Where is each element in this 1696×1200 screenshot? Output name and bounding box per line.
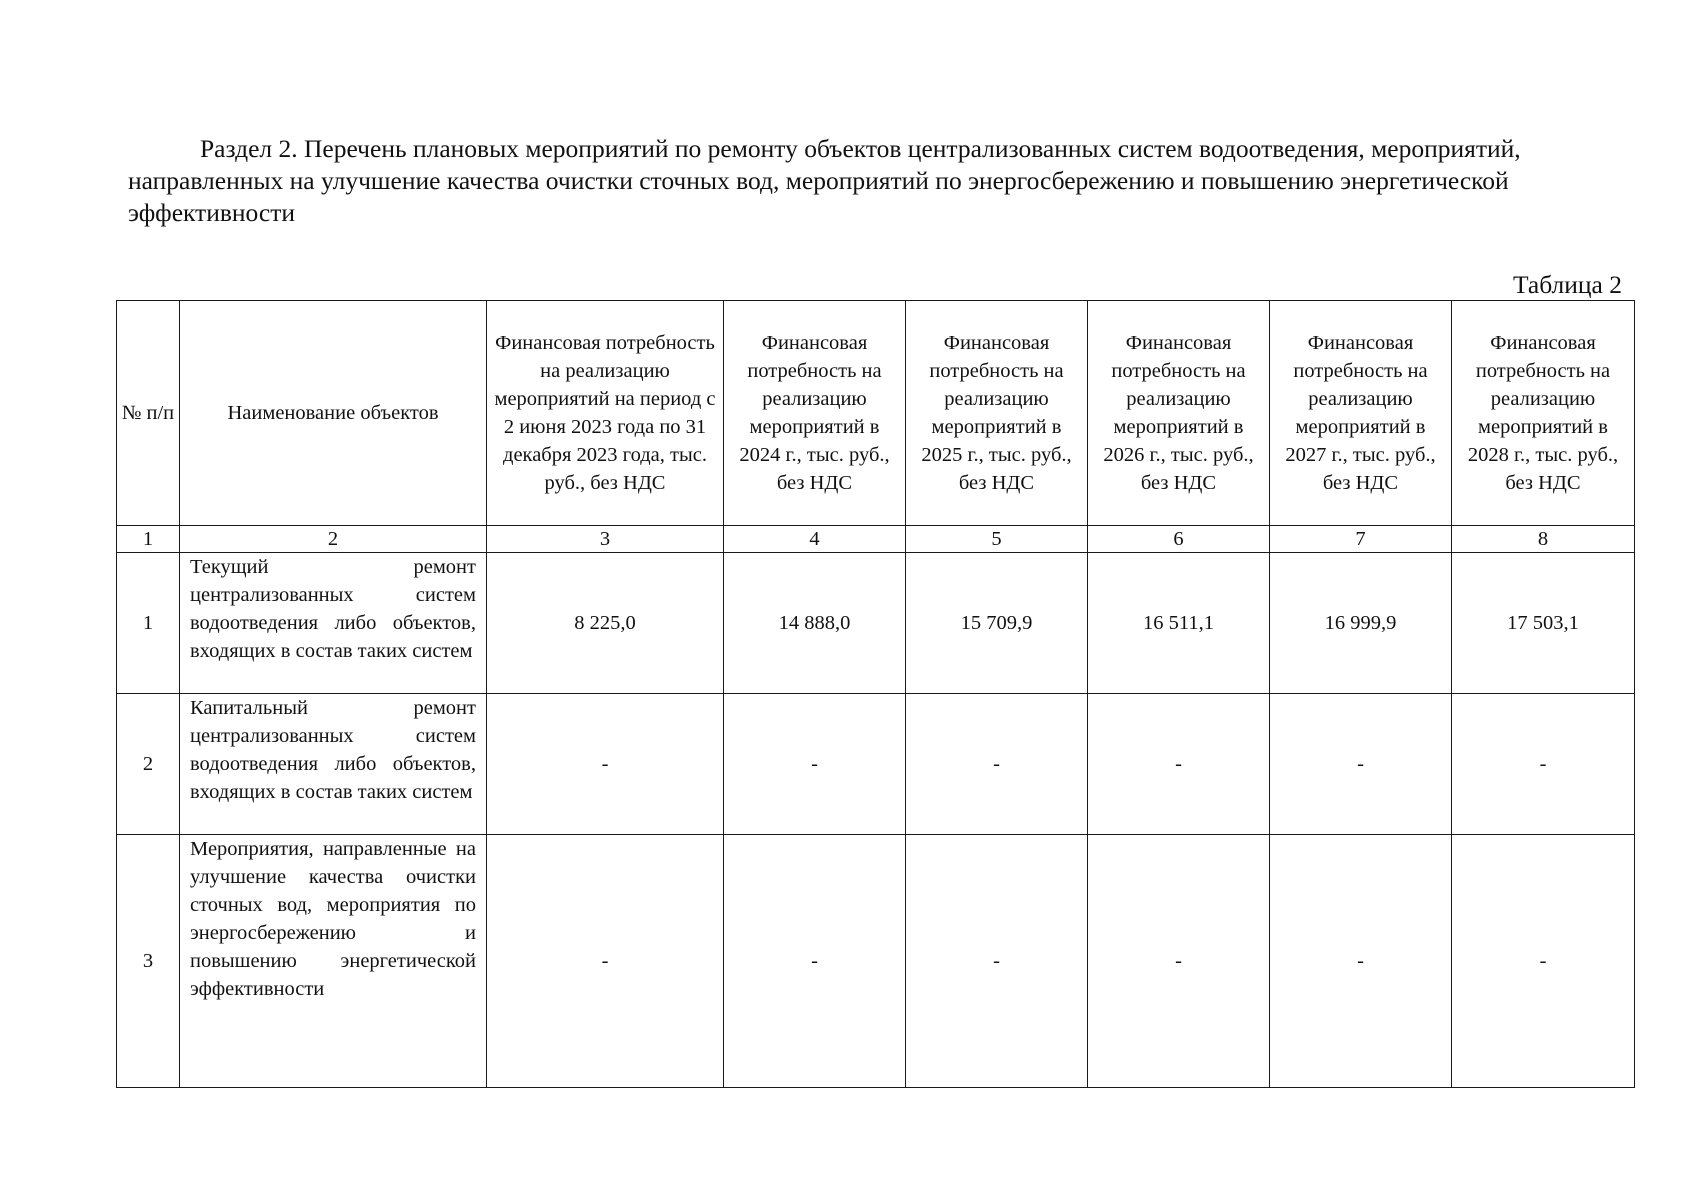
- value-2027: -: [1270, 835, 1452, 1088]
- value-2026: 16 511,1: [1088, 553, 1270, 694]
- row-number: 1: [117, 553, 180, 694]
- header-cell-2023: Финансовая потребность на реализацию мероприятий на период с 2 июня 2023 года по 31 декабря 2023 года, тыс. руб., без НДС: [487, 301, 724, 526]
- value-2026: -: [1088, 694, 1270, 835]
- row-name: Текущий ремонт централизованных систем водоотведения либо объектов, входящих в состав таких систем: [180, 553, 487, 694]
- column-number: 7: [1270, 526, 1452, 553]
- section-heading: Раздел 2. Перечень плановых мероприятий по ремонту объектов централизованных систем водоотведения, мероприятий, направленных на улучшение качества очистки сточных вод, мероприятий по энергосбережению и повышению энергетической эффективности: [128, 134, 1521, 227]
- value-2028: 17 503,1: [1452, 553, 1635, 694]
- value-2026: -: [1088, 835, 1270, 1088]
- column-number: 5: [906, 526, 1088, 553]
- header-cell-2024: Финансовая потребность на реализацию мероприятий в 2024 г., тыс. руб., без НДС: [724, 301, 906, 526]
- plan-table: [116, 300, 1635, 1088]
- column-number: 1: [117, 526, 180, 553]
- value-2027: 16 999,9: [1270, 553, 1452, 694]
- row-name: Мероприятия, направленные на улучшение качества очистки сточных вод, мероприятия по энергосбережению и повышению энергетической эффективности: [180, 835, 487, 1088]
- value-2028: -: [1452, 694, 1635, 835]
- value-2023: 8 225,0: [487, 553, 724, 694]
- column-number: 6: [1088, 526, 1270, 553]
- column-number: 8: [1452, 526, 1635, 553]
- column-number: 4: [724, 526, 906, 553]
- value-2025: -: [906, 694, 1088, 835]
- value-2024: -: [724, 835, 906, 1088]
- value-2025: 15 709,9: [906, 553, 1088, 694]
- value-2024: 14 888,0: [724, 553, 906, 694]
- header-cell-number: № п/п: [117, 301, 180, 526]
- column-number: 2: [180, 526, 487, 553]
- column-number-row: [117, 526, 1635, 553]
- value-2023: -: [487, 835, 724, 1088]
- column-number: 3: [487, 526, 724, 553]
- header-cell-name: Наименование объектов: [180, 301, 487, 526]
- header-cell-2028: Финансовая потребность на реализацию мероприятий в 2028 г., тыс. руб., без НДС: [1452, 301, 1635, 526]
- table-row: [117, 835, 1635, 1088]
- value-2024: -: [724, 694, 906, 835]
- value-2025: -: [906, 835, 1088, 1088]
- value-2023: -: [487, 694, 724, 835]
- table-row: [117, 553, 1635, 694]
- table-row: [117, 694, 1635, 835]
- table-header-row: [117, 301, 1635, 526]
- row-number: 3: [117, 835, 180, 1088]
- value-2028: -: [1452, 835, 1635, 1088]
- header-cell-2027: Финансовая потребность на реализацию мероприятий в 2027 г., тыс. руб., без НДС: [1270, 301, 1452, 526]
- header-cell-2025: Финансовая потребность на реализацию мероприятий в 2025 г., тыс. руб., без НДС: [906, 301, 1088, 526]
- row-number: 2: [117, 694, 180, 835]
- row-name: Капитальный ремонт централизованных систем водоотведения либо объектов, входящих в состав таких систем: [180, 694, 487, 835]
- table-caption: Таблица 2: [1512, 270, 1622, 299]
- value-2027: -: [1270, 694, 1452, 835]
- header-cell-2026: Финансовая потребность на реализацию мероприятий в 2026 г., тыс. руб., без НДС: [1088, 301, 1270, 526]
